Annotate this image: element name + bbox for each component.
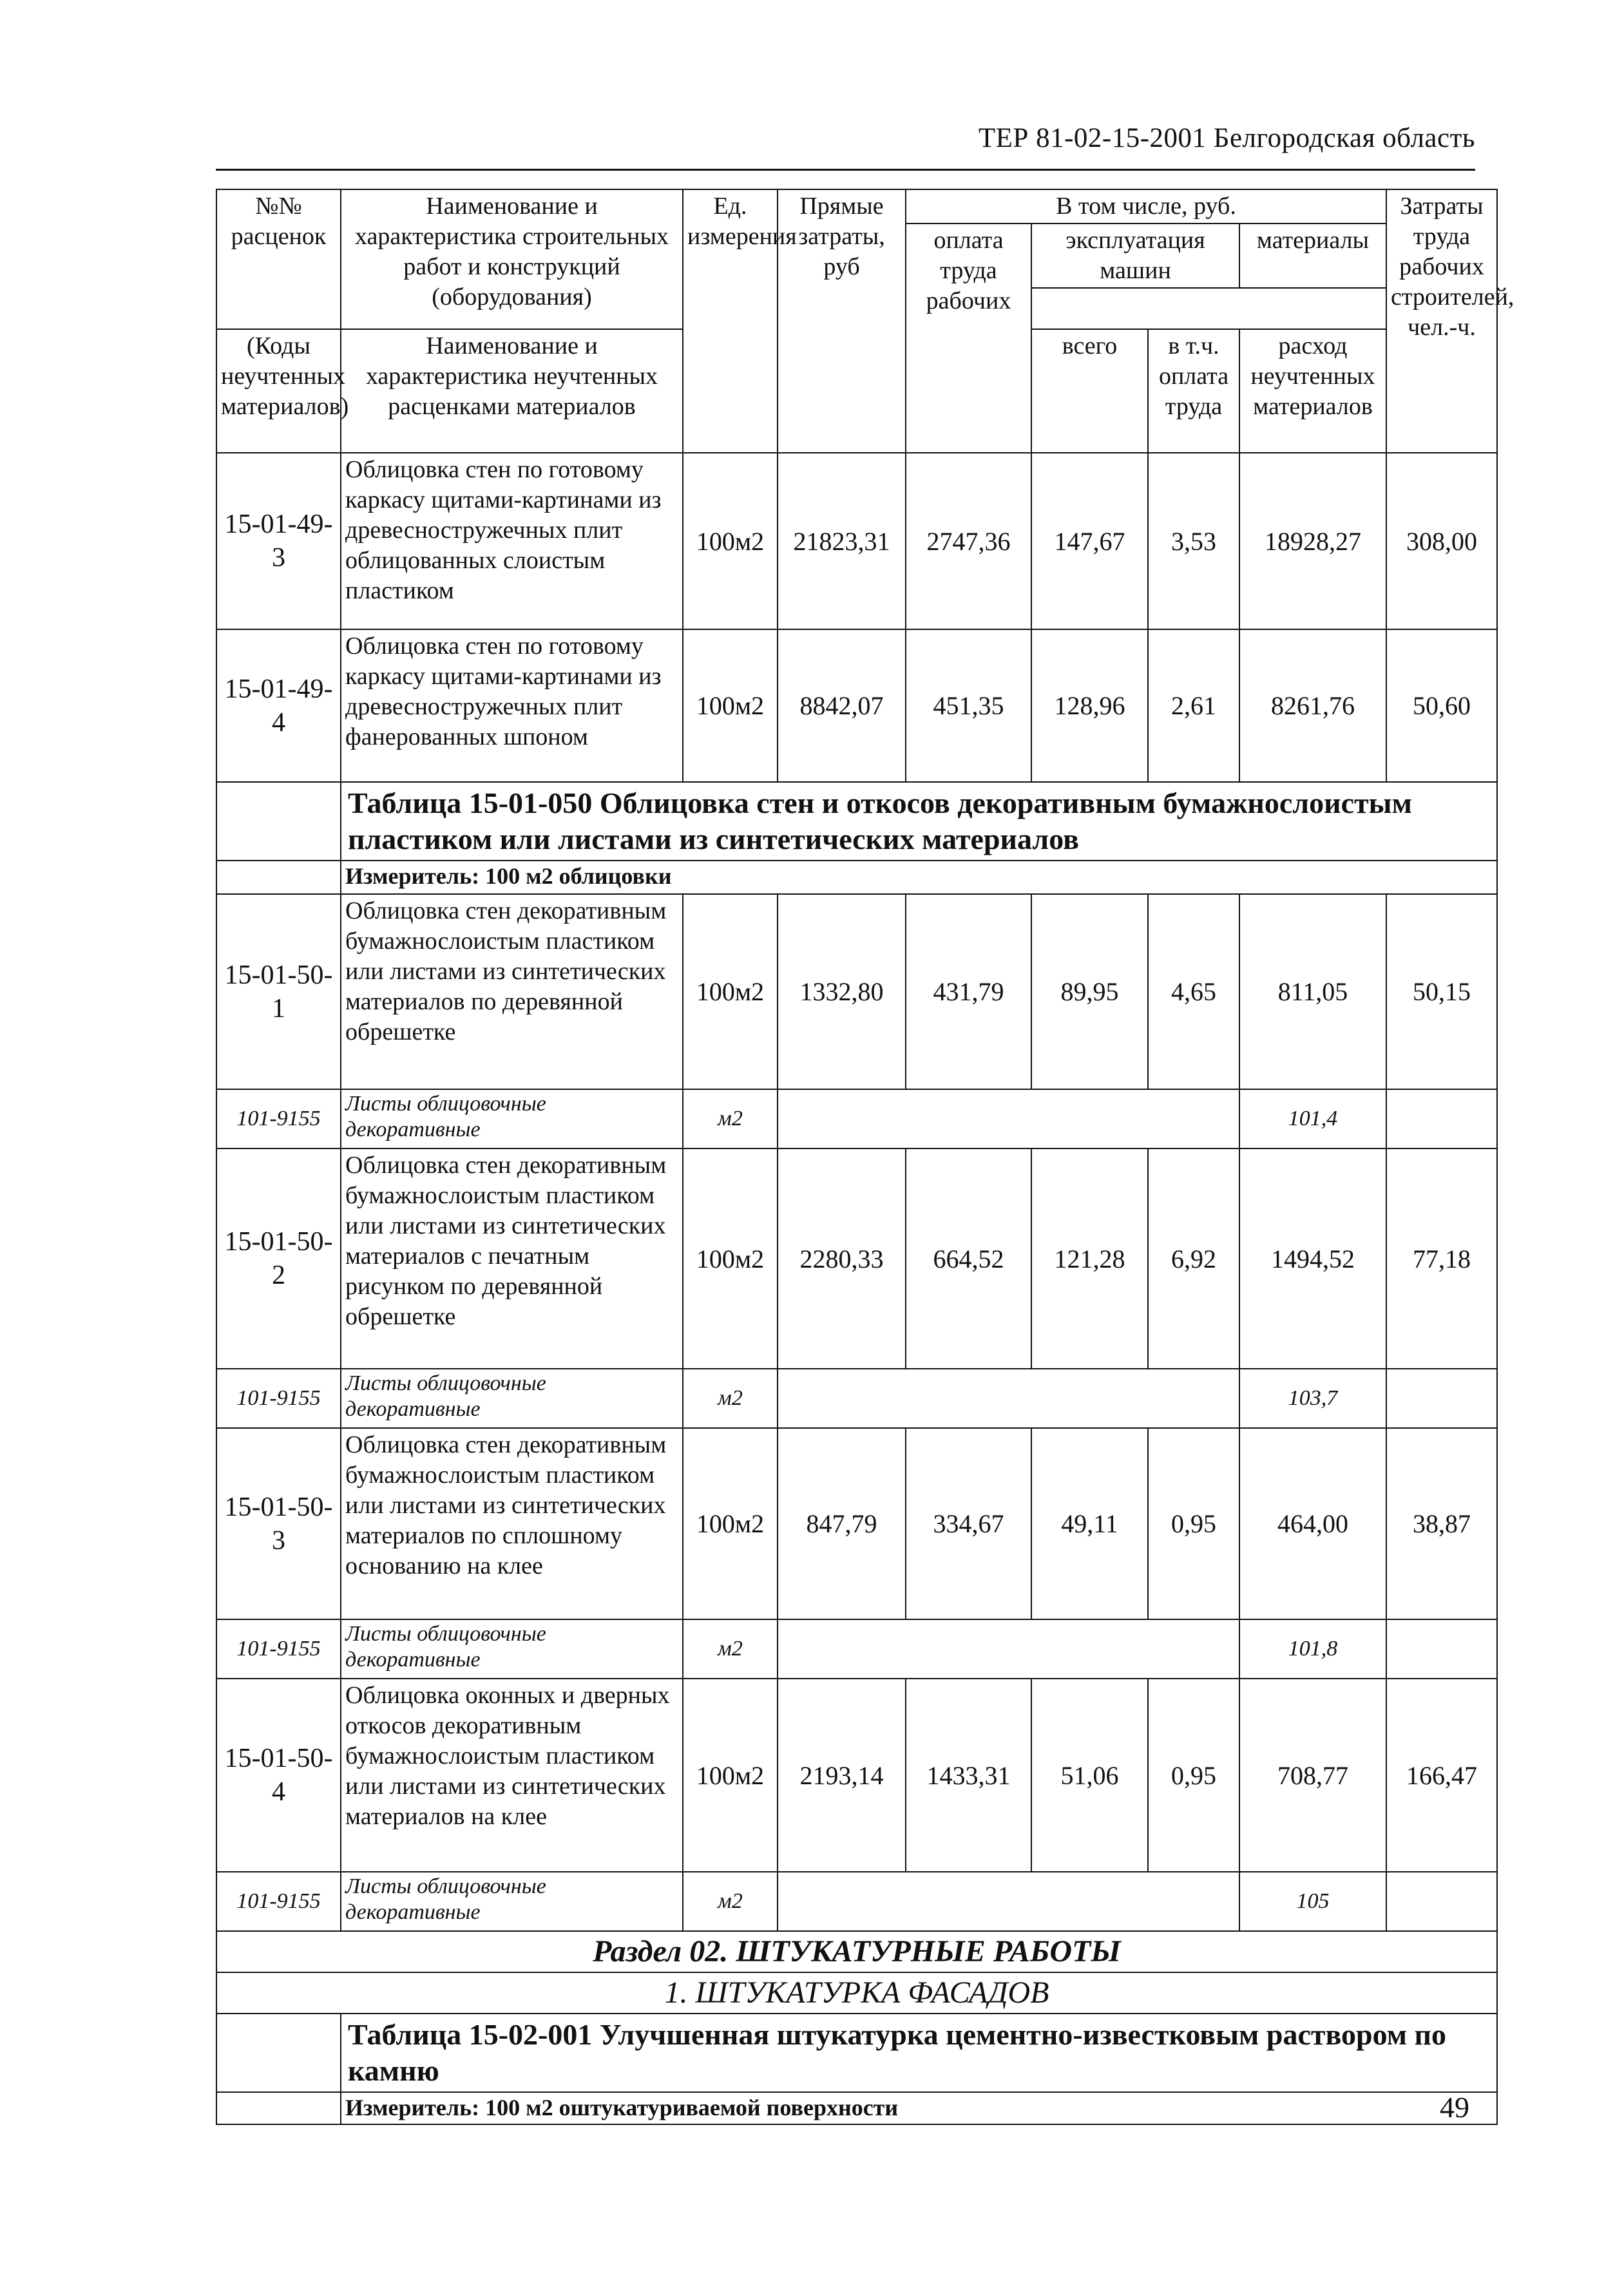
material-name: Листы облицовочные декоративные (341, 1089, 683, 1148)
table-row (216, 1679, 1497, 1872)
col-exploit-header: эксплуатация машин (1031, 224, 1239, 288)
col-unit-header: Ед. измерения (683, 189, 778, 453)
material-unit: м2 (683, 1369, 778, 1428)
row-name: Облицовка стен по готовому каркасу щитами-картинами из древесностружечных плит фанерованных шпоном (341, 629, 683, 782)
material-row (216, 1369, 1497, 1428)
material-blank-labor (1386, 1369, 1497, 1428)
row-name: Облицовка стен декоративным бумажнослоистым пластиком или листами из синтетических материалов с печатным рисунком по деревянной обрешетке (341, 1148, 683, 1369)
material-qty: 101,8 (1239, 1619, 1386, 1679)
material-unit: м2 (683, 1872, 778, 1931)
table-001-title-row (216, 2014, 1497, 2092)
material-code: 101-9155 (216, 1089, 341, 1148)
row-unit: 100м2 (683, 629, 778, 782)
blank-code-cell (216, 2014, 341, 2092)
material-qty: 105 (1239, 1872, 1386, 1931)
material-name: Листы облицовочные декоративные (341, 1369, 683, 1428)
row-machines: 89,95 (1031, 894, 1148, 1089)
table-001-measure-row (216, 2092, 1497, 2124)
row-machines-pay: 0,95 (1148, 1679, 1239, 1872)
row-labor: 77,18 (1386, 1148, 1497, 1369)
material-unit: м2 (683, 1089, 778, 1148)
row-direct: 21823,31 (778, 453, 906, 629)
row-direct: 2193,14 (778, 1679, 906, 1872)
material-name: Листы облицовочные декоративные (341, 1619, 683, 1679)
blank-code-cell (216, 2092, 341, 2124)
col-name-bottom-header: Наименование и характеристика неучтенных расценками материалов (341, 329, 683, 453)
table-row (216, 629, 1497, 782)
row-code: 15-01-49-4 (216, 629, 341, 782)
row-machines: 51,06 (1031, 1679, 1148, 1872)
row-direct: 2280,33 (778, 1148, 906, 1369)
blank-code-cell (216, 782, 341, 861)
material-blank (778, 1619, 1239, 1679)
row-machines-pay: 3,53 (1148, 453, 1239, 629)
row-unit: 100м2 (683, 453, 778, 629)
row-labor: 38,87 (1386, 1428, 1497, 1619)
row-code: 15-01-49-3 (216, 453, 341, 629)
col-materials-header: материалы (1239, 224, 1386, 288)
row-labor: 50,15 (1386, 894, 1497, 1089)
header-blank (1031, 288, 1386, 329)
table-050-title-row (216, 782, 1497, 861)
row-machines: 147,67 (1031, 453, 1148, 629)
material-code: 101-9155 (216, 1619, 341, 1679)
row-machines: 121,28 (1031, 1148, 1148, 1369)
row-name: Облицовка стен декоративным бумажнослоистым пластиком или листами из синтетических материалов по сплошному основанию на клее (341, 1428, 683, 1619)
col-total-header: всего (1031, 329, 1148, 453)
material-unit: м2 (683, 1619, 778, 1679)
row-unit: 100м2 (683, 1679, 778, 1872)
col-code-bottom-header: (Коды неучтенных материалов) (216, 329, 341, 453)
row-machines: 128,96 (1031, 629, 1148, 782)
row-name: Облицовка оконных и дверных откосов декоративным бумажнослоистым пластиком или листами из синтетических материалов на клее (341, 1679, 683, 1872)
row-name: Облицовка стен по готовому каркасу щитами-картинами из древесностружечных плит облицованных слоистым пластиком (341, 453, 683, 629)
material-blank (778, 1872, 1239, 1931)
row-labor: 166,47 (1386, 1679, 1497, 1872)
row-code: 15-01-50-4 (216, 1679, 341, 1872)
col-mat-cons-header: расход неучтенных материалов (1239, 329, 1386, 453)
row-labor: 308,00 (1386, 453, 1497, 629)
material-row (216, 1089, 1497, 1148)
col-labor-header: Затраты труда рабочих строителей, чел.-ч. (1386, 189, 1497, 453)
row-code: 15-01-50-3 (216, 1428, 341, 1619)
row-machines-pay: 4,65 (1148, 894, 1239, 1089)
row-labor: 50,60 (1386, 629, 1497, 782)
row-direct: 1332,80 (778, 894, 906, 1089)
col-direct-header: Прямые затраты, руб (778, 189, 906, 453)
row-machines-pay: 2,61 (1148, 629, 1239, 782)
material-name: Листы облицовочные декоративные (341, 1872, 683, 1931)
row-pay: 334,67 (906, 1428, 1031, 1619)
row-machines-pay: 6,92 (1148, 1148, 1239, 1369)
table-050-measure-row (216, 861, 1497, 894)
material-blank-labor (1386, 1619, 1497, 1679)
col-incl-header: В том числе, руб. (906, 189, 1386, 224)
material-qty: 101,4 (1239, 1089, 1386, 1148)
row-unit: 100м2 (683, 894, 778, 1089)
material-code: 101-9155 (216, 1369, 341, 1428)
material-blank (778, 1089, 1239, 1148)
subsection-title: 1. ШТУКАТУРКА ФАСАДОВ (216, 1972, 1497, 2014)
row-materials: 708,77 (1239, 1679, 1386, 1872)
table-row (216, 894, 1497, 1089)
table-row (216, 1148, 1497, 1369)
material-blank (778, 1369, 1239, 1428)
row-materials: 8261,76 (1239, 629, 1386, 782)
row-pay: 1433,31 (906, 1679, 1031, 1872)
table-001-measure: Измеритель: 100 м2 оштукатуриваемой поверхности (341, 2092, 1497, 2124)
col-incl-pay-header: в т.ч. оплата труда (1148, 329, 1239, 453)
row-pay: 2747,36 (906, 453, 1031, 629)
row-materials: 811,05 (1239, 894, 1386, 1089)
col-pay-header: оплата труда рабочих (906, 224, 1031, 453)
row-direct: 8842,07 (778, 629, 906, 782)
row-machines: 49,11 (1031, 1428, 1148, 1619)
row-materials: 18928,27 (1239, 453, 1386, 629)
material-blank-labor (1386, 1089, 1497, 1148)
material-row (216, 1872, 1497, 1931)
row-code: 15-01-50-2 (216, 1148, 341, 1369)
row-name: Облицовка стен декоративным бумажнослоистым пластиком или листами из синтетических материалов по деревянной обрешетке (341, 894, 683, 1089)
row-pay: 664,52 (906, 1148, 1031, 1369)
page-number: 49 (1440, 2091, 1469, 2124)
document-header-title: ТЕР 81-02-15-2001 Белгородская область (978, 123, 1475, 153)
row-code: 15-01-50-1 (216, 894, 341, 1089)
row-direct: 847,79 (778, 1428, 906, 1619)
row-pay: 451,35 (906, 629, 1031, 782)
row-materials: 464,00 (1239, 1428, 1386, 1619)
subsection-row (216, 1972, 1497, 2014)
table-001-title: Таблица 15-02-001 Улучшенная штукатурка цементно-известковым раствором по камню (341, 2014, 1497, 2092)
table-050-measure: Измеритель: 100 м2 облицовки (341, 861, 1497, 894)
row-machines-pay: 0,95 (1148, 1428, 1239, 1619)
material-row (216, 1619, 1497, 1679)
material-code: 101-9155 (216, 1872, 341, 1931)
table-050-title: Таблица 15-01-050 Облицовка стен и откосов декоративным бумажнослоистым пластиком или листами из синтетических материалов (341, 782, 1497, 861)
section-title: Раздел 02. ШТУКАТУРНЫЕ РАБОТЫ (216, 1931, 1497, 1972)
row-materials: 1494,52 (1239, 1148, 1386, 1369)
header-row-1 (216, 189, 1497, 224)
material-blank-labor (1386, 1872, 1497, 1931)
blank-code-cell (216, 861, 341, 894)
col-name-header: Наименование и характеристика строительных работ и конструкций (оборудования) (341, 189, 683, 329)
material-qty: 103,7 (1239, 1369, 1386, 1428)
row-pay: 431,79 (906, 894, 1031, 1089)
row-unit: 100м2 (683, 1428, 778, 1619)
col-code-header: №№ расценок (216, 189, 341, 329)
header-rule (216, 169, 1475, 171)
table-row (216, 1428, 1497, 1619)
row-unit: 100м2 (683, 1148, 778, 1369)
table-row (216, 453, 1497, 629)
section-row (216, 1931, 1497, 1972)
price-table (216, 189, 1514, 2125)
